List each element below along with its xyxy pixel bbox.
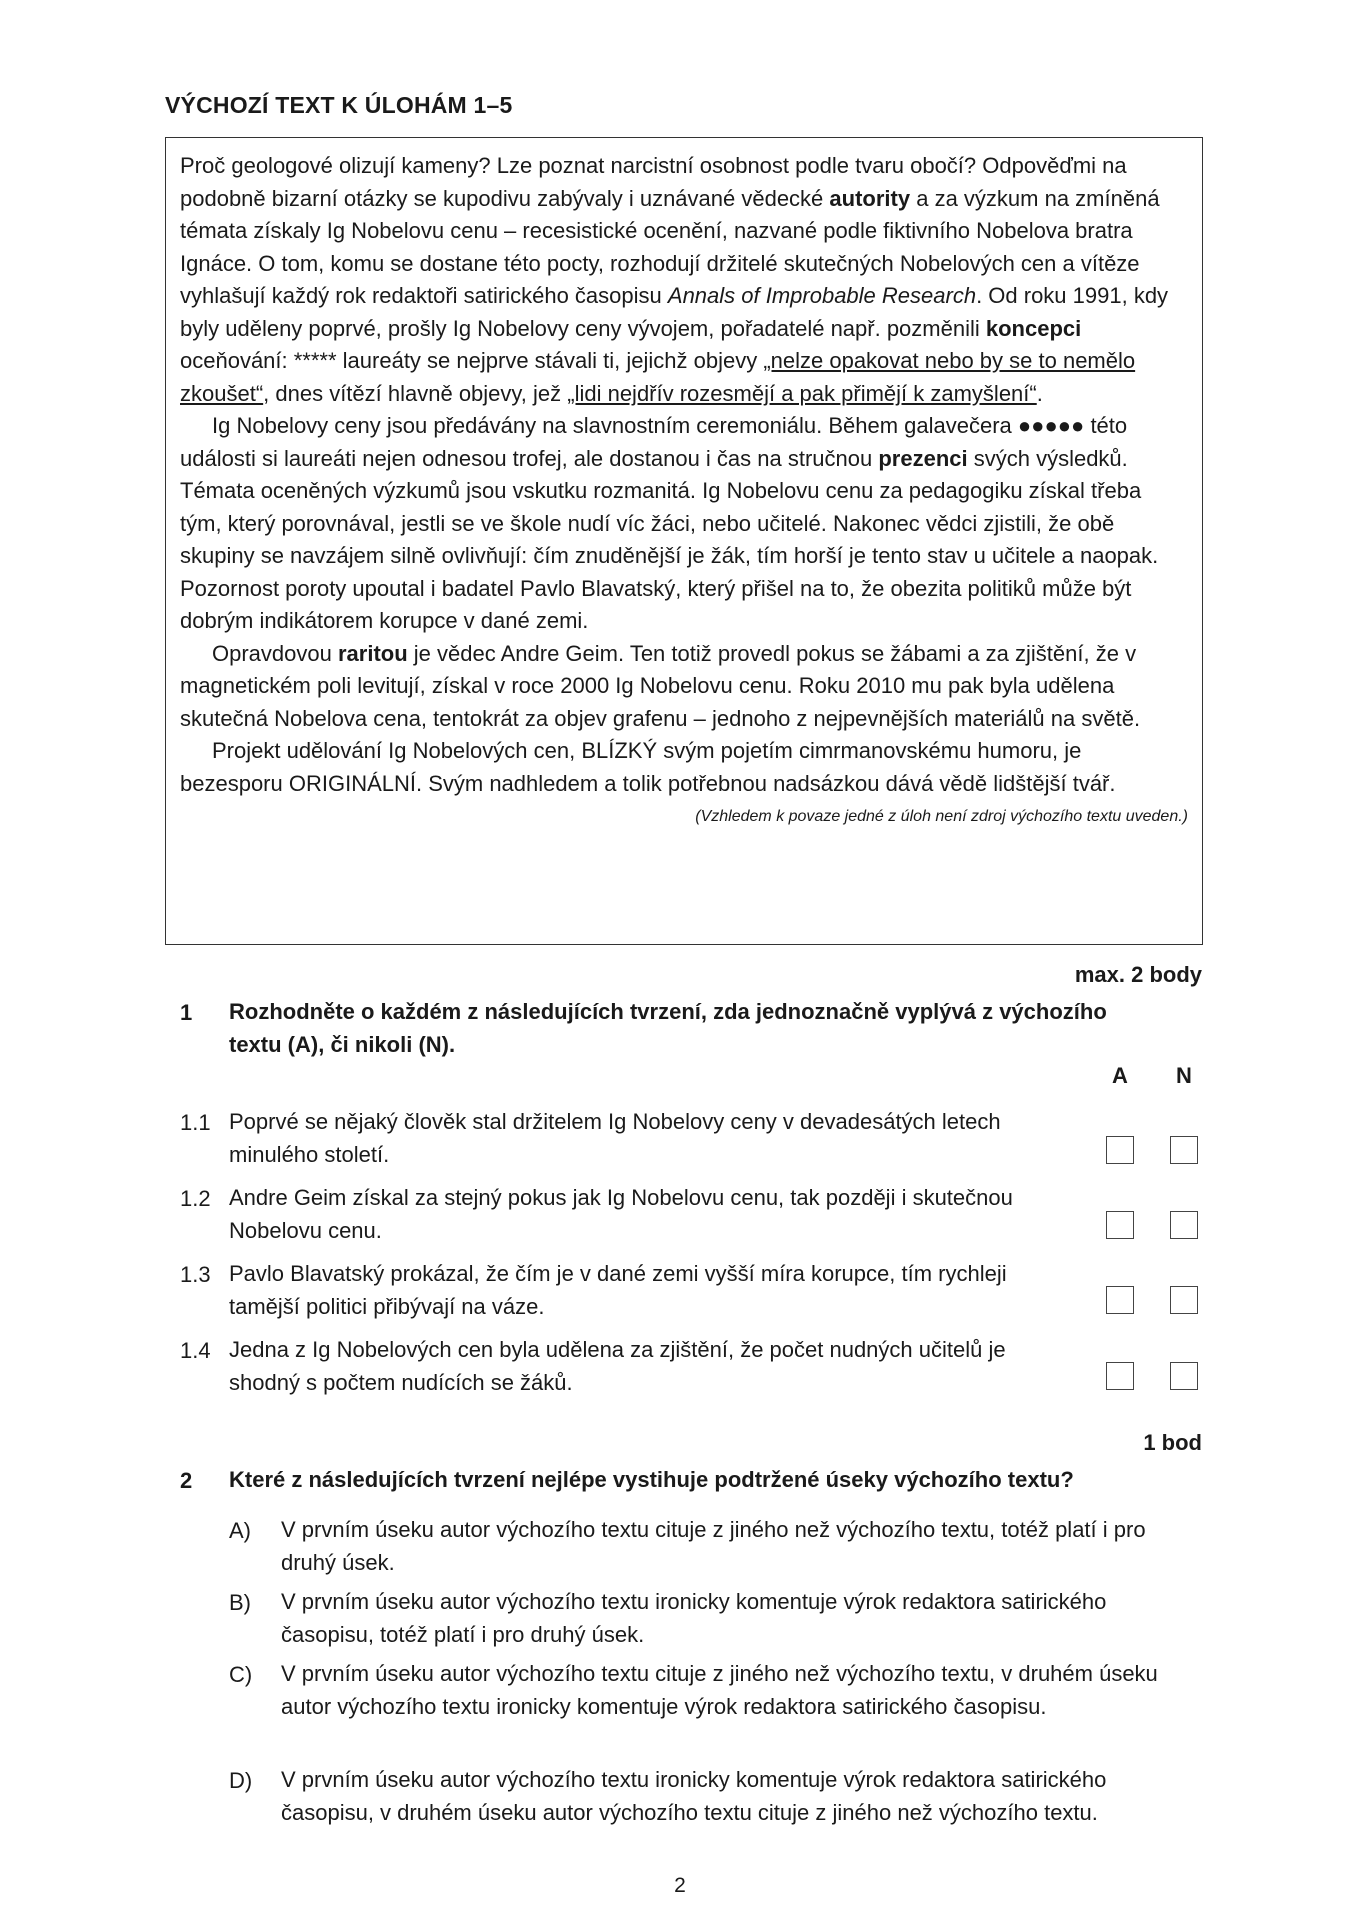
option-c-text[interactable]: V prvním úseku autor výchozího textu cituje z jiného než výchozího textu, v druhém úseku autor výchozího textu ironicky komentuje výrok redaktora satirického časopisu. <box>281 1661 1158 1719</box>
item-1-4-checkbox-n[interactable] <box>1170 1362 1198 1390</box>
source-note: (Vzhledem k povaze jedné z úloh není zdroj výchozího textu uveden.) <box>695 808 1188 825</box>
item-1-2-checkbox-n[interactable] <box>1170 1211 1198 1239</box>
item-1-1-checkbox-n[interactable] <box>1170 1136 1198 1164</box>
paragraph-2: Ig Nobelovy ceny jsou předávány na slavnostním ceremoniálu. Během galavečera ●●●●● této události si laureáti nejen odnesou trofej, ale dostanou i čas na stručnou prezenci svých výsledků. Témata oceněných výzkumů jsou vskutku rozmanitá. Ig Nobelovu cenu za pedagogiku získal třeba tým, který porovnával, jestli se ve škole nudí víc žáci, nebo učitelé. Nakonec vědci zjistili, že obě skupiny se navzájem silně ovlivňují: čím znuděnější je žák, tím horší je tento stav u učitele a naopak. Pozornost poroty upoutal i badatel Pavlo Blavatský, který přišel na to, že obezita politiků může být dobrým indikátorem korupce v dané zemi. <box>180 413 1159 633</box>
underlined-segment-2: „lidi nejdřív rozesmějí a pak přimějí k zamyšlení“ <box>567 380 1037 406</box>
option-a-text[interactable]: V prvním úseku autor výchozího textu cituje z jiného než výchozího textu, totéž platí i pro druhý úsek. <box>281 1517 1146 1575</box>
journal-title: Annals of Improbable Research <box>667 283 977 308</box>
paragraph-3: Opravdovou raritou je vědec Andre Geim. Ten totiž provedl pokus se žábami a za zjištění, že v magnetickém poli levitují, získal v roce 2000 Ig Nobelovu cenu. Roku 2010 mu pak byla udělena skutečná Nobelova cena, tentokrát za objev grafenu – jednoho z nejpevnějších materiálů na světě. <box>180 640 1141 731</box>
item-1-2-text: Andre Geim získal za stejný pokus jak Ig Nobelovu cenu, tak později i skutečnou Nobelovu cenu. <box>229 1185 1013 1243</box>
item-1-3-text: Pavlo Blavatský prokázal, že čím je v dané zemi vyšší míra korupce, tím rychleji tamější politici přibývají na váze. <box>229 1261 1007 1319</box>
option-b-text[interactable]: V prvním úseku autor výchozího textu ironicky komentuje výrok redaktora satirického časopisu, totéž platí i pro druhý úsek. <box>281 1589 1107 1647</box>
item-1-1-checkbox-a[interactable] <box>1106 1136 1134 1164</box>
column-n-label: N <box>1176 1063 1192 1088</box>
paragraph-4: Projekt udělování Ig Nobelových cen, BLÍZKÝ svým pojetím cimrmanovskému humoru, je bezesporu ORIGINÁLNÍ. Svým nadhledem a tolik potřebnou nadsázkou dává vědě lidštější tvář. <box>180 738 1116 796</box>
item-1-3-checkbox-n[interactable] <box>1170 1286 1198 1314</box>
page-number: 2 <box>674 1874 686 1897</box>
word-autority: autority <box>829 185 911 211</box>
source-text-box <box>165 137 1203 945</box>
item-1-4-number: 1.4 <box>180 1338 211 1363</box>
section-heading: VÝCHOZÍ TEXT K ÚLOHÁM 1–5 <box>165 92 513 118</box>
q1-number: 1 <box>180 1000 193 1025</box>
item-1-4-checkbox-a[interactable] <box>1106 1362 1134 1390</box>
option-d-letter: D) <box>229 1768 253 1793</box>
option-d-text[interactable]: V prvním úseku autor výchozího textu ironicky komentuje výrok redaktora satirického časopisu, v druhém úseku autor výchozího textu cituje z jiného než výchozího textu. <box>281 1767 1107 1825</box>
q1-points: max. 2 body <box>1074 962 1202 987</box>
underlined-segment-1: „nelze opakovat nebo by se to nemělo zkoušet“ <box>180 348 1136 406</box>
item-1-3-number: 1.3 <box>180 1262 211 1287</box>
option-c-letter: C) <box>229 1662 253 1687</box>
q2-number: 2 <box>180 1468 193 1493</box>
word-koncepci: koncepci <box>985 315 1082 341</box>
q2-points: 1 bod <box>1143 1430 1202 1455</box>
column-a-label: A <box>1112 1063 1128 1088</box>
word-prezenci: prezenci <box>878 445 968 471</box>
option-b-letter: B) <box>229 1590 251 1615</box>
item-1-1-text: Poprvé se nějaký člověk stal držitelem Ig Nobelovy ceny v devadesátých letech minulého století. <box>229 1109 1001 1167</box>
item-1-1-number: 1.1 <box>180 1110 211 1135</box>
option-a-letter: A) <box>229 1518 251 1543</box>
q2-text: Které z následujících tvrzení nejlépe vystihuje podtržené úseky výchozího textu? <box>229 1467 1074 1492</box>
paragraph-1: Proč geologové olizují kameny? Lze poznat narcistní osobnost podle tvaru obočí? Odpověďmi na podobně bizarní otázky se kupodivu zabývaly i uznávané vědecké autority a za výzkum na zmíněná témata získaly Ig Nobelovu cenu – recesistické ocenění, nazvané podle fiktivního Nobelova bratra Ignáce. O tom, komu se dostane této pocty, rozhodují držitelé skutečných Nobelových cen a vítěze vyhlašují každý rok redaktoři satirického časopisu Annals of Improbable Research. Od roku 1991, kdy byly uděleny poprvé, prošly Ig Nobelovy ceny vývojem, pořadatelé např. pozměnili koncepci oceňování: ***** laureáty se nejprve stávali ti, jejichž objevy „nelze opakovat nebo by se to nemělo zkoušet“, dnes vítězí hlavně objevy, jež „lidi nejdřív rozesmějí a pak přimějí k zamyšlení“. <box>180 153 1169 406</box>
item-1-2-checkbox-a[interactable] <box>1106 1211 1134 1239</box>
item-1-2-number: 1.2 <box>180 1186 211 1211</box>
item-1-3-checkbox-a[interactable] <box>1106 1286 1134 1314</box>
q1-text: Rozhodněte o každém z následujících tvrzení, zda jednoznačně vyplývá z výchozího textu (A), či nikoli (N). <box>229 999 1107 1057</box>
item-1-4-text: Jedna z Ig Nobelových cen byla udělena za zjištění, že počet nudných učitelů je shodný s počtem nudících se žáků. <box>229 1337 1006 1395</box>
word-raritou: raritou <box>337 640 408 666</box>
